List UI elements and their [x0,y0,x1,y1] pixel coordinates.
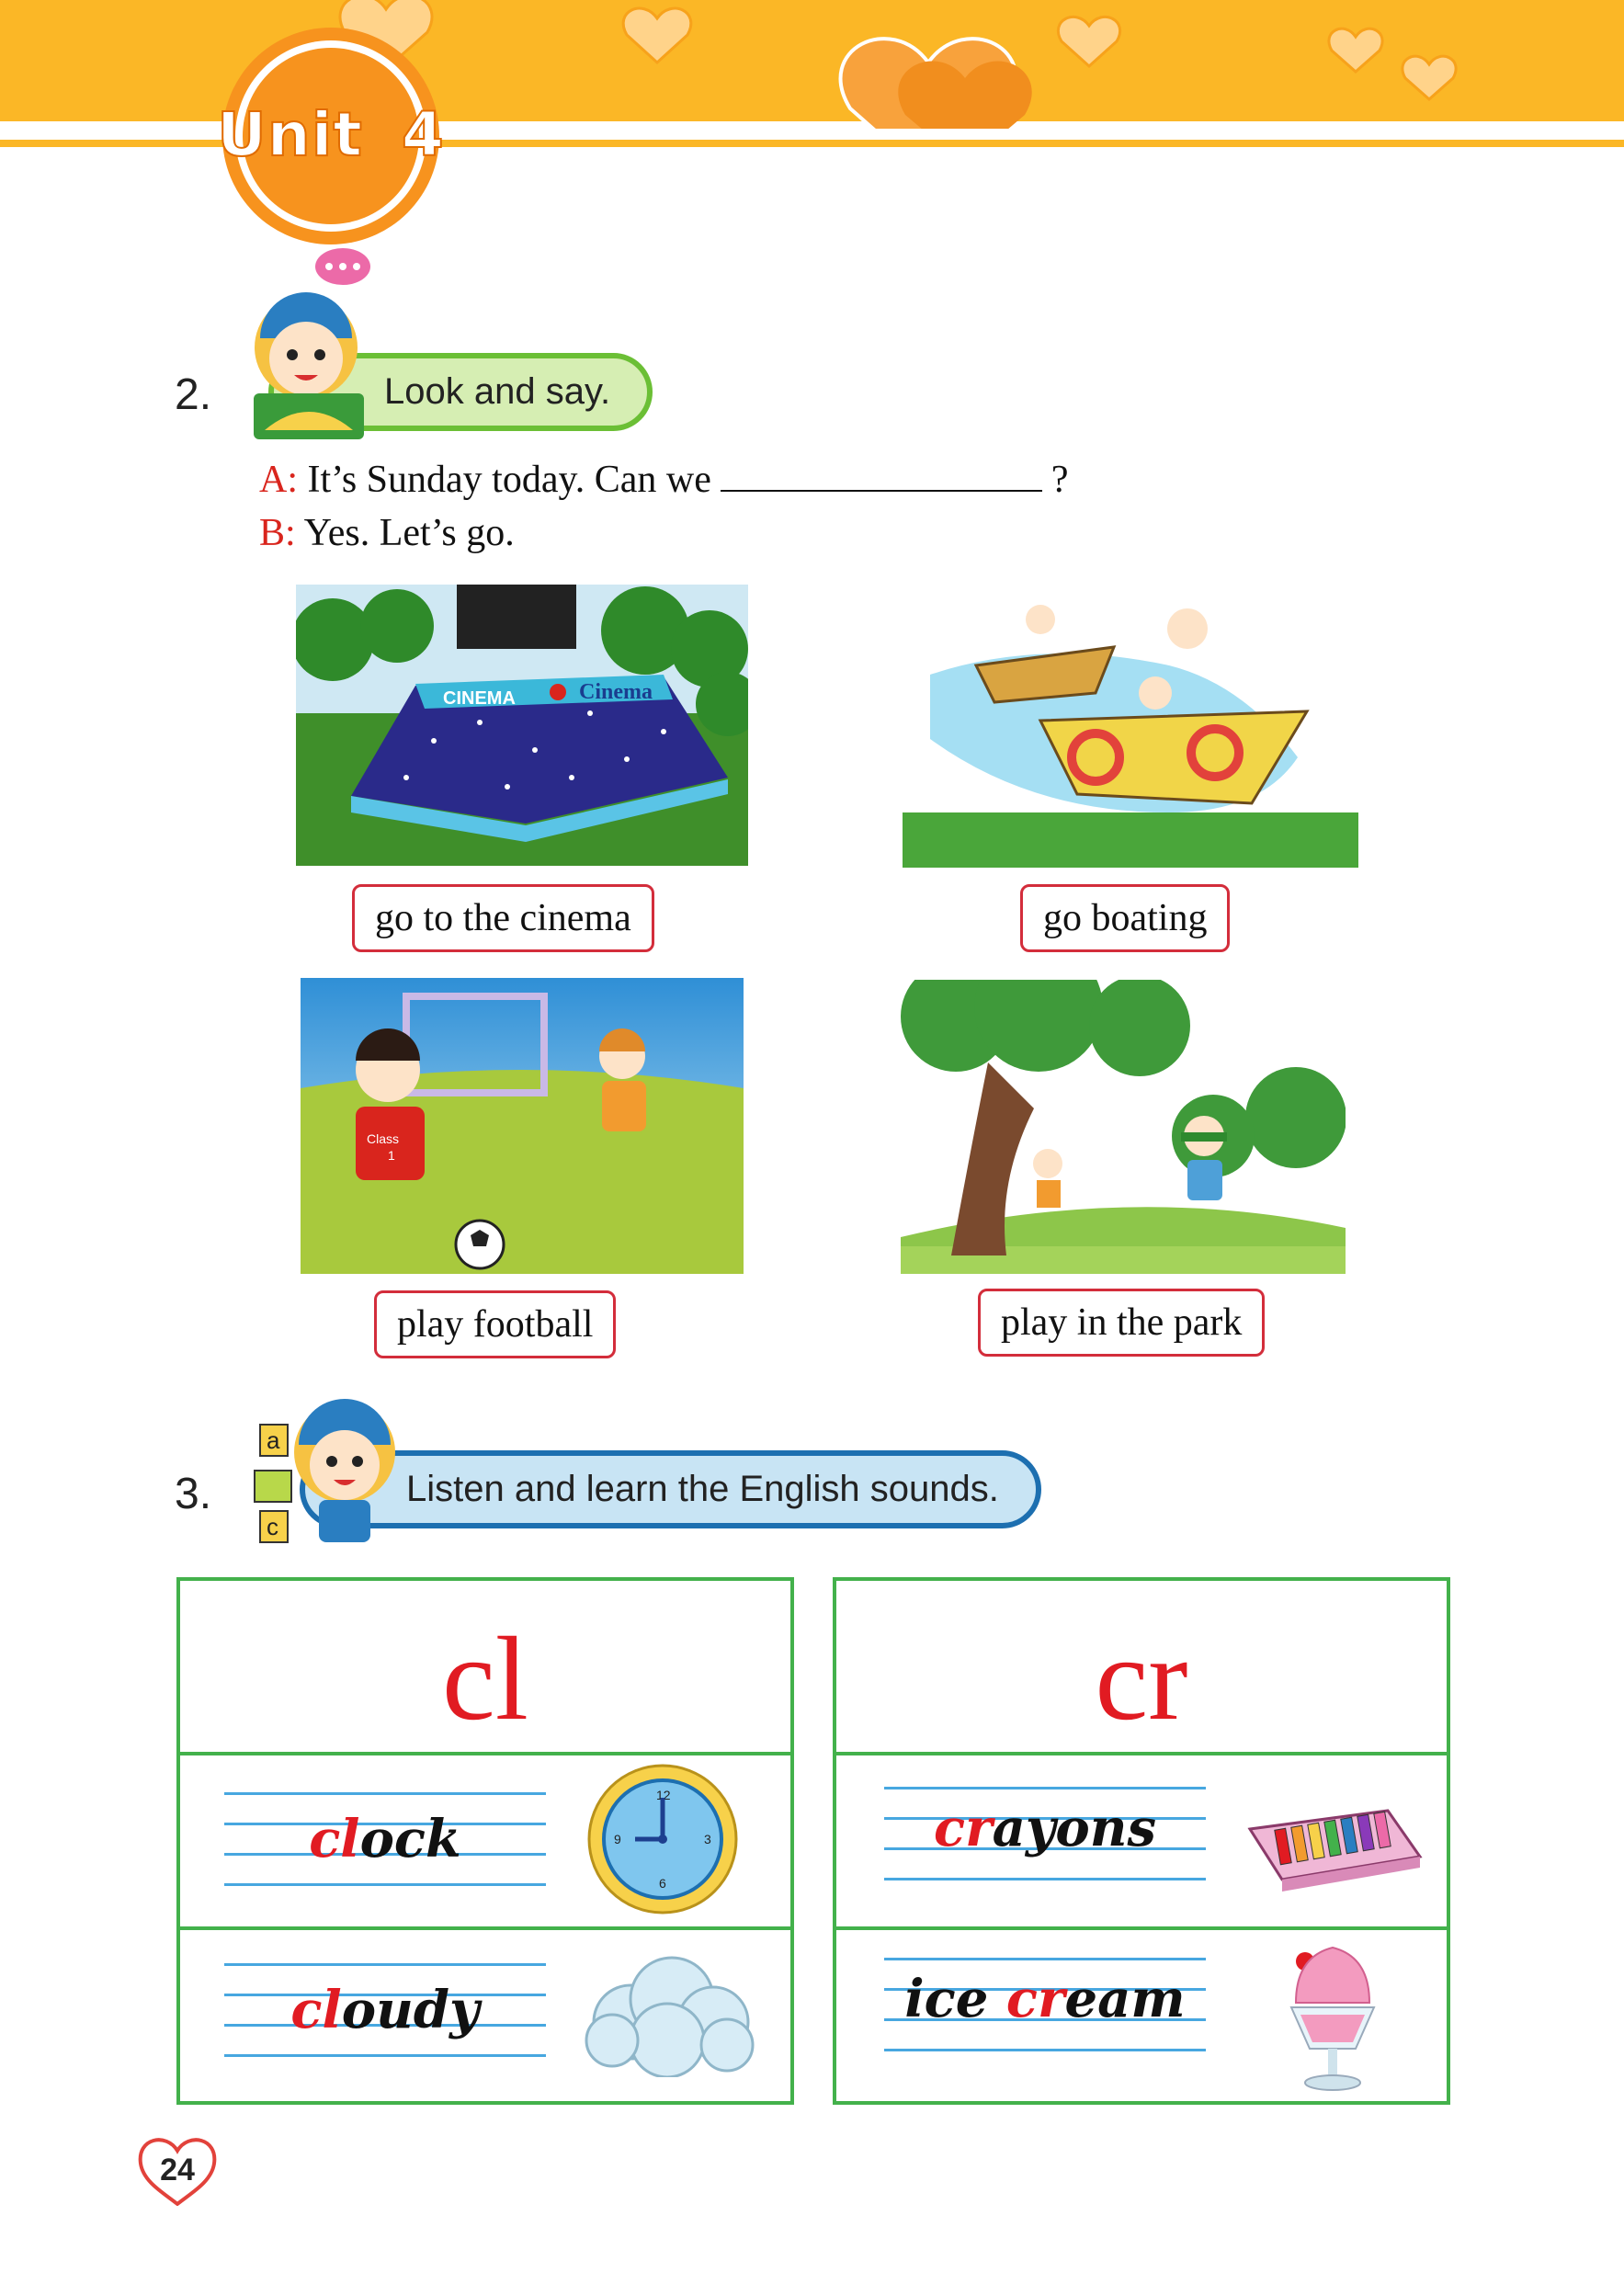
dialog-line-b [259,511,515,555]
clock-icon [585,1761,741,1917]
phonics-table-cl [176,1577,794,2105]
mascot-boy-icon [237,246,375,449]
speaker-a: A: [259,459,298,501]
section-2-number: 2. [175,370,212,419]
ice-cream-sundae-icon [1278,1934,1388,2096]
shirt-text-number: 1 [388,1148,395,1163]
caption-play-football: play football [374,1290,616,1358]
section-3-instruction: Listen and learn the English sounds. [300,1450,1041,1528]
word-cloudy: cloudy [290,1980,480,2040]
dialog-b-text: Yes. Let’s go. [303,512,515,554]
word-row-ice-cream [836,1926,1447,2101]
word-row-crayons [836,1752,1447,1926]
icon-letter-c: c [267,1513,278,1540]
section-2-instruction: Look and say. [268,353,653,431]
section-3-number: 3. [175,1470,212,1518]
football-picture [301,978,744,1274]
boating-picture [903,583,1358,868]
icon-letter-a: a [267,1426,280,1454]
cinema-picture [296,585,748,866]
mascot-letters-icon [253,1397,409,1544]
park-picture [901,980,1346,1274]
shirt-text-class: Class [367,1131,400,1146]
speaker-b: B: [259,512,296,554]
word-ice-cream: ice cream [904,1969,1186,2029]
page-number-badge [136,2132,219,2206]
caption-go-boating: go boating [1020,884,1230,952]
sound-heading-cr: cr [1095,1613,1188,1745]
svg-text:12: 12 [656,1788,671,1802]
crayons-box-icon [1241,1792,1425,1893]
svg-text:6: 6 [659,1876,666,1891]
word-crayons: crayons [933,1798,1157,1858]
unit-label: Unit [217,99,363,170]
sound-heading-cl: cl [442,1613,528,1745]
cinema-sign-left: CINEMA [443,688,516,709]
dialog-a-end: ? [1050,459,1069,501]
caption-go-to-the-cinema: go to the cinema [352,884,654,952]
answer-blank[interactable] [721,462,1042,492]
dialog-line-a [259,458,1069,502]
unit-number: 4 [401,99,445,170]
phonics-table-cr [833,1577,1450,2105]
cinema-sign-right: Cinema [579,680,653,704]
word-row-cloudy [180,1926,790,2101]
svg-text:3: 3 [704,1832,711,1846]
caption-play-in-the-park: play in the park [978,1289,1265,1357]
svg-text:9: 9 [614,1832,621,1846]
page-number: 24 [160,2153,195,2187]
cloud-icon [575,1948,759,2077]
unit-badge [175,26,487,246]
dialog-a-text: It’s Sunday today. Can we [307,459,711,501]
word-row-clock [180,1752,790,1926]
word-clock: clock [309,1809,461,1869]
